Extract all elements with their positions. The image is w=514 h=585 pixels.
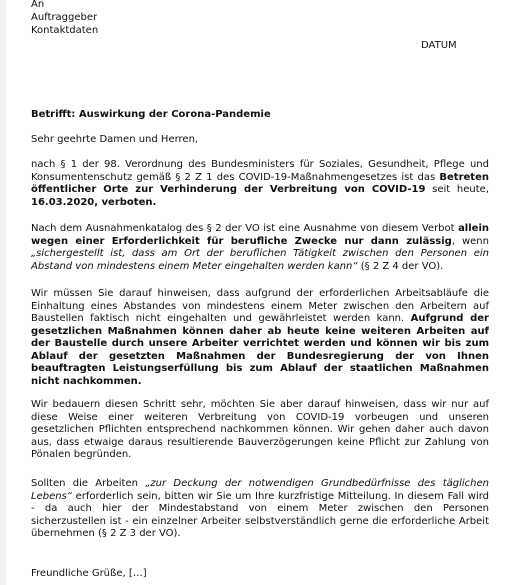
text: Wir müssen Sie darauf hinweisen, dass aufgrund der erforderlichen Arbeitsabläufe die Einhaltung eines Abstandes von mindestens einem Meter zwischen den Arbeitern auf Baustellen faktisch nicht eingehalten und gewährleistet werden kann.: [31, 288, 489, 324]
date-placeholder: DATUM: [421, 40, 457, 51]
page-edge: [0, 0, 6, 585]
paragraph-exception: [31, 223, 489, 273]
text: erforderlich sein, bitten wir Sie um Ihre kurzfristige Mitteilung. In diesem Fall wird - da auch hier der Mindestabstand von einem Meter zwischen den Personen sicherzustellen ist - ein einzelner Arbeiter selbstverständlich gerne die erforderliche Arbeit übernehmen (§ 2 Z 3 der VO).: [31, 490, 489, 539]
text: seit heute,: [425, 184, 490, 195]
paragraph-regret: Wir bedauern diesen Schritt sehr, möchten Sie aber darauf hinweisen, dass wir nur auf diese Weise einer weiteren Verbreitung von COVID-19 vorbeugen und unseren gesetzlichen Pflichten entsprechend nachkommen können. Wir gehen daher auch davon aus, dass etwaige daraus resultierende Bauverzögerungen keine Pflicht zur Zahlung von Pönalen begründen.: [31, 399, 489, 460]
paragraph-ban: [31, 159, 489, 209]
bold-text: 16.03.2020, verboten.: [31, 196, 157, 208]
italic-quote: „sichergestellt ist, dass am Ort der beruflichen Tätigkeit zwischen den Personen ein Abstand von mindestens einem Meter eingehalten werden kann“: [31, 248, 489, 272]
bold-text: allein wegen einer Erforderlichkeit für berufliche Zwecke nur dann zulässig: [31, 223, 489, 247]
salutation: Sehr geehrte Damen und Herren,: [31, 134, 199, 145]
recipient-address: [31, 0, 98, 37]
bold-text: Aufgrund der gesetzlichen Maßnahmen können daher ab heute keine weiteren Arbeiten auf der Baustelle durch unsere Arbeiter verrichtet werden und können wir bis zum Ablauf der gesetzten Maßnahmen der Bundesregierung der von Ihnen beauftragten Leistungserfüllung bis zum Ablauf der staatlichen Maßnahmen nicht nachkommen.: [31, 313, 489, 387]
recipient-line: An: [31, 0, 45, 10]
text: (§ 2 Z 4 der VO).: [357, 260, 444, 272]
paragraph-consequence: [31, 288, 489, 388]
text: Sollten die Arbeiten: [31, 478, 146, 489]
subject-line: Betrifft: Auswirkung der Corona-Pandemie: [31, 109, 271, 120]
paragraph-request: [31, 478, 489, 541]
italic-quote: „zur Deckung der notwendigen Grundbedürfnisse des täglichen Lebens“: [31, 478, 489, 502]
text: nach § 1 der 98. Verordnung des Bundesministers für Soziales, Gesundheit, Pflege und Konsumentenschutz gemäß § 2 Z 1 des COVID-19-Maßnahmengesetzes ist das: [31, 159, 489, 183]
bold-text: Betreten öffentlicher Orte zur Verhinderung der Verbreitung von COVID-19: [31, 171, 489, 195]
closing: Freundliche Grüße, […]: [31, 568, 147, 579]
recipient-line: Kontaktdaten: [31, 25, 99, 36]
text: Nach dem Ausnahmenkatalog des § 2 der VO ist eine Ausnahme von diesem Verbot: [31, 223, 459, 234]
recipient-line: Auftraggeber: [31, 12, 98, 23]
text: , wenn: [451, 235, 489, 247]
